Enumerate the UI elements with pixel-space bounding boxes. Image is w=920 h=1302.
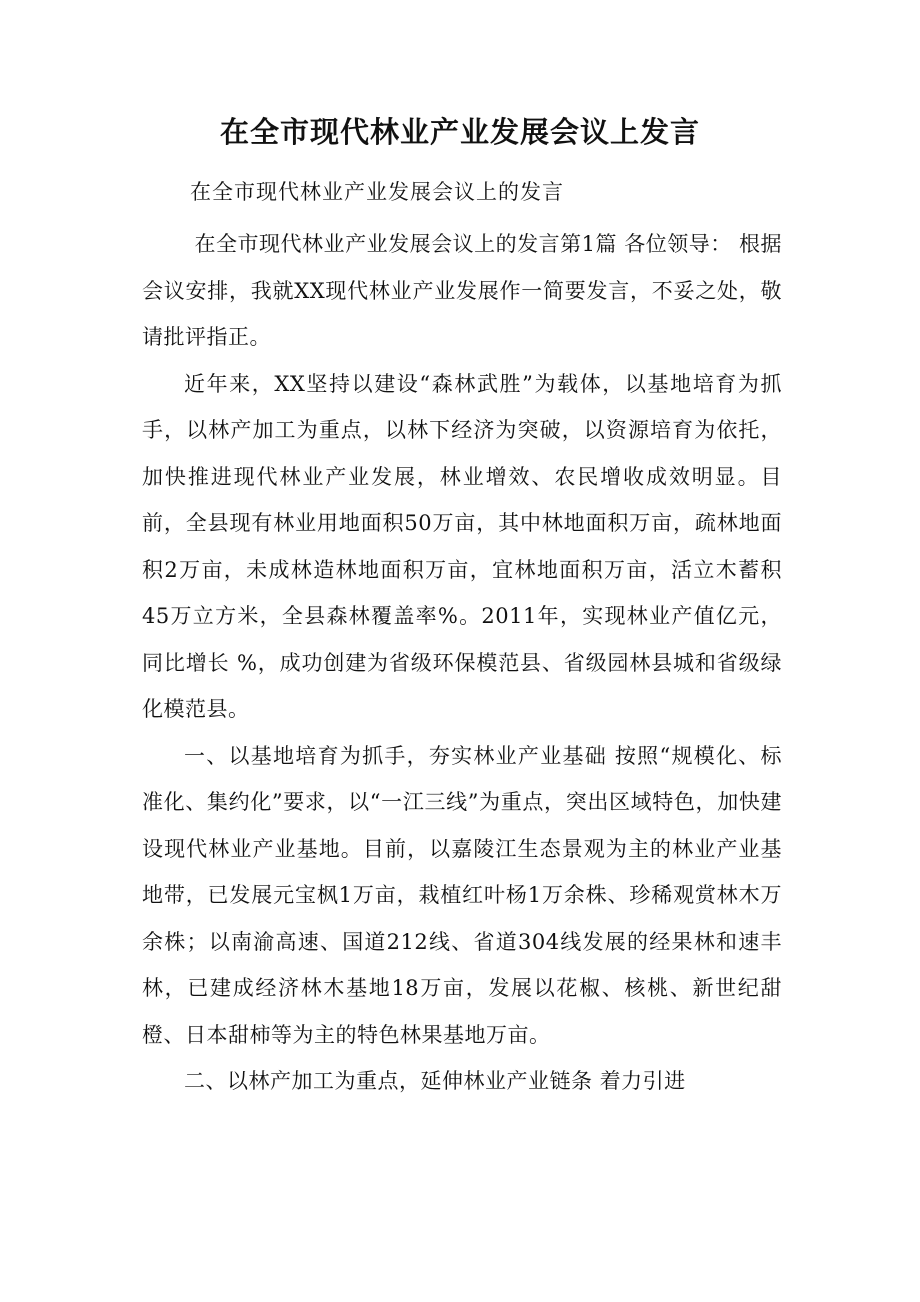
- document-body: [142, 221, 782, 1105]
- document-subtitle: 在全市现代林业产业发展会议上的发言: [190, 180, 564, 204]
- paragraph-section-two: 二、以林产加工为重点，延伸林业产业链条 着力引进: [184, 1069, 686, 1093]
- paragraph-overview: 近年来，XX坚持以建设“森林武胜”为载体，以基地培育为抓手，以林产加工为重点，以林下经济为突破，以资源培育为依托，加快推进现代林业产业发展，林业增效、农民增收成效明显。目前，全县现有林业用地面积50万亩，其中林地面积万亩，疏林地面积2万亩，未成林造林地面积万亩，宜林地面积万亩，活立木蓄积45万立方米，全县森林覆盖率%。2011年，实现林业产值亿元，同比增长 %，成功创建为省级环保模范县、省级园林县城和省级绿化模范县。: [142, 371, 782, 721]
- paragraph-section-one: 一、以基地培育为抓手，夯实林业产业基础 按照“规模化、标准化、集约化”要求，以“一江三线”为重点，突出区域特色，加快建设现代林业产业基地。目前，以嘉陵江生态景观为主的林业产业基地带，已发展元宝枫1万亩，栽植红叶杨1万余株、珍稀观赏林木万余株；以南渝高速、国道212线、省道304线发展的经果林和速丰林，已建成经济林木基地18万亩，发展以花椒、核桃、新世纪甜橙、日本甜柿等为主的特色林果基地万亩。: [142, 743, 782, 1047]
- paragraph-opening: 在全市现代林业产业发展会议上的发言第1篇 各位领导： 根据会议安排，我就XX现代林业产业发展作一简要发言，不妥之处，敬请批评指正。: [142, 232, 782, 349]
- document-title: 在全市现代林业产业发展会议上发言: [219, 115, 700, 149]
